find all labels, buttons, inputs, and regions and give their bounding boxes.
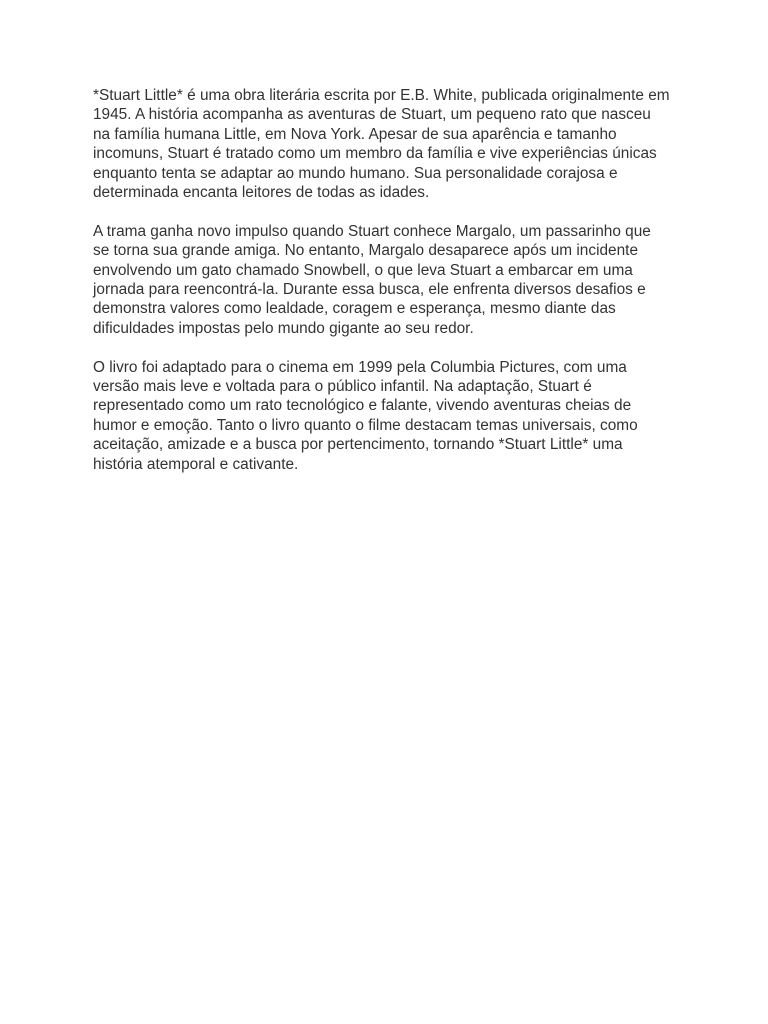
paragraph-3: O livro foi adaptado para o cinema em 1999 pela Columbia Pictures, com uma versão mais leve e voltada para o público infantil. Na adaptação, Stuart é representado como um rato tecnológico e falante, vivendo aventuras cheias de humor e emoção. Tanto o livro quanto o filme destacam temas universais, como aceitação, amizade e a busca por pertencimento, tornando *Stuart Little* uma história atemporal e cativante. <box>93 358 638 473</box>
document-body <box>93 86 693 493</box>
paragraph-2: A trama ganha novo impulso quando Stuart conhece Margalo, um passarinho que se torna sua grande amiga. No entanto, Margalo desaparece após um incidente envolvendo um gato chamado Snowbell, o que leva Stuart a embarcar em uma jornada para reencontrá-la. Durante essa busca, ele enfrenta diversos desafios e demonstra valores como lealdade, coragem e esperança, mesmo diante das dificuldades impostas pelo mundo gigante ao seu redor. <box>93 222 651 337</box>
paragraph-1: *Stuart Little* é uma obra literária escrita por E.B. White, publicada originalmente em 1945. A história acompanha as aventuras de Stuart, um pequeno rato que nasceu na família humana Little, em Nova York. Apesar de sua aparência e tamanho incomuns, Stuart é tratado como um membro da família e vive experiências únicas enquanto tenta se adaptar ao mundo humano. Sua personalidade corajosa e determinada encanta leitores de todas as idades. <box>93 87 670 202</box>
